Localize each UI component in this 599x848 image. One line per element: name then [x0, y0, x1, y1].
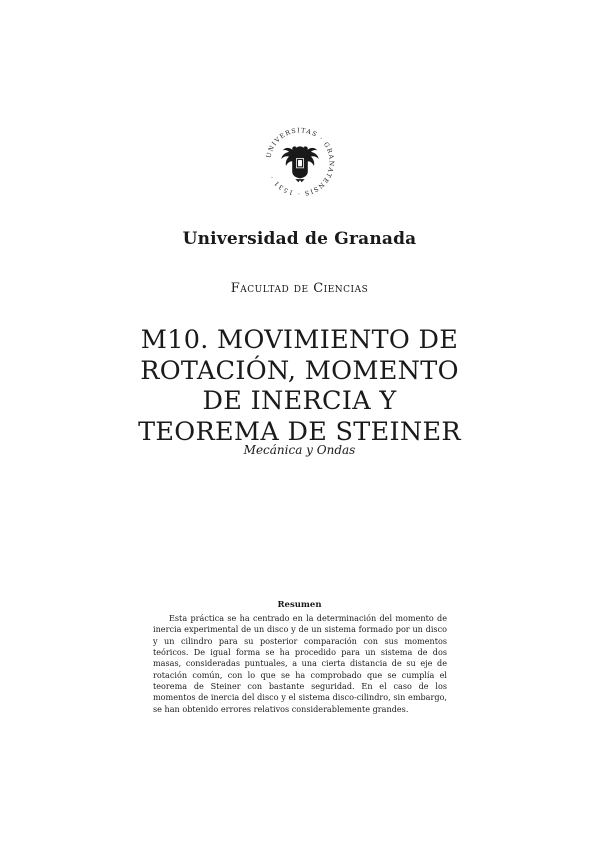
title-line: DE INERCIA Y [202, 386, 397, 416]
university-seal [261, 123, 339, 201]
title-line: TEOREMA DE STEINER [138, 416, 461, 447]
faculty-name: Facultad de Ciencias [230, 281, 369, 296]
abstract-body: Esta práctica se ha centrado en la determinación del momento de inercia experimental de un disco y de un sistema formado por un disco y un cilindro para su posterior comparación con sus momentos teóricos. De igual forma se ha procedido para un sistema de dos masas, consideradas puntuales, a una cierta distancia de su eje de rotación común, con lo que se ha comprobado que se cumplía el teorema de Steiner con bastante seguridad. En el caso de los momentos de inercia del disco y el sistema disco-cilindro, sin embargo, se han obtenido errores relativos considerablemente grandes. [153, 613, 447, 714]
seal-ring-text: UNIVERSITAS · GRANATENSIS · 1531 · [265, 127, 335, 197]
eagle-crest-icon [281, 146, 318, 182]
document-subtitle: Mecánica y Ondas [243, 443, 356, 457]
title-line: M10. MOVIMIENTO DE [140, 325, 459, 355]
title-line: ROTACIÓN, MOMENTO [140, 355, 459, 386]
university-name: Universidad de Granada [182, 229, 417, 249]
abstract-heading: Resumen [277, 600, 322, 610]
document-title [0, 325, 599, 447]
